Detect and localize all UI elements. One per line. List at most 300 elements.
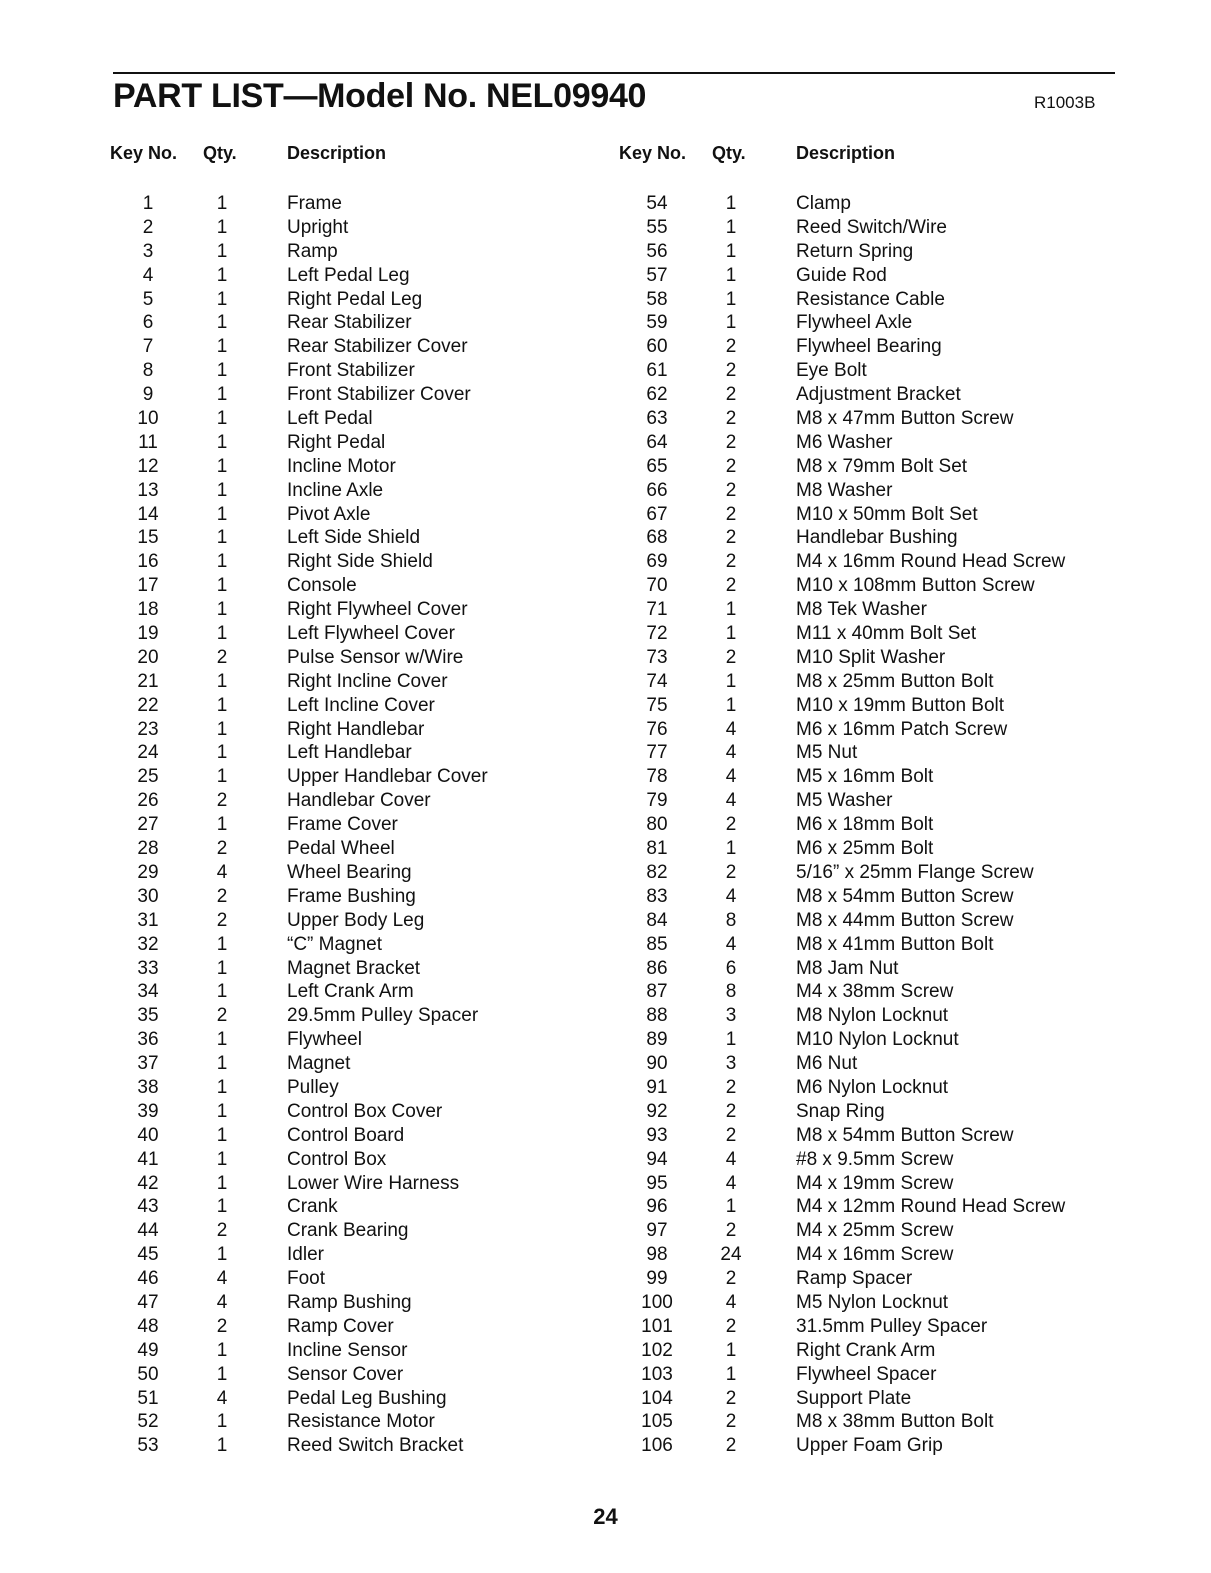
qty-cell: 6 [725,957,737,979]
key-no-cell: 27 [137,814,159,836]
description-cell: M8 Jam Nut [796,957,899,979]
key-no-cell: 9 [142,384,154,406]
qty-cell: 4 [216,1268,228,1290]
description-cell: Resistance Cable [796,288,945,310]
qty-cell: 1 [216,527,228,549]
description-cell: Lower Wire Harness [287,1172,460,1194]
qty-cell: 1 [216,193,228,214]
description-cell: M6 Nut [796,1053,858,1075]
description-cell: M10 Nylon Locknut [796,1029,959,1051]
key-no-cell: 92 [646,1100,668,1122]
description-header: Description [796,143,896,163]
qty-cell: 2 [725,384,737,406]
qty-cell: 1 [216,551,228,573]
qty-cell: 1 [216,455,228,477]
key-no-cell: 44 [137,1220,159,1242]
description-cell: M6 Washer [796,431,893,453]
key-no-cell: 71 [646,599,668,621]
description-cell: Flywheel Axle [796,312,913,334]
qty-cell: 1 [725,838,737,860]
key-no-cell: 94 [646,1148,668,1170]
description-cell: M8 x 79mm Bolt Set [796,455,968,477]
qty-cell: 1 [216,575,228,597]
description-cell: Handlebar Bushing [796,527,958,549]
key-no-cell: 65 [646,455,668,477]
key-no-cell: 21 [137,670,159,692]
description-cell: Magnet Bracket [287,957,421,979]
qty-cell: 24 [720,1244,742,1266]
qty-cell: 1 [216,1196,228,1218]
qty-cell: 2 [725,551,737,573]
key-no-cell: 39 [137,1100,159,1122]
key-no-cell: 67 [646,503,668,525]
description-cell: Upper Handlebar Cover [287,766,488,788]
qty-cell: 2 [725,861,737,883]
key-no-cell: 28 [137,838,159,860]
key-no-cell: 38 [137,1076,159,1098]
description-cell: M5 Washer [796,790,893,812]
description-cell: Left Crank Arm [287,981,414,1003]
qty-cell: 2 [725,1076,737,1098]
description-cell: Rear Stabilizer Cover [287,336,468,358]
key-no-cell: 8 [142,360,154,382]
qty-cell: 1 [216,718,228,740]
qty-cell: 2 [725,503,737,525]
description-cell: 5/16” x 25mm Flange Screw [796,861,1034,883]
qty-cell: 4 [216,1387,228,1409]
description-cell: Frame Cover [287,814,398,836]
description-cell: Ramp Cover [287,1315,394,1337]
key-no-cell: 87 [646,981,668,1003]
qty-cell: 1 [216,336,228,358]
qty-cell: 1 [216,1244,228,1266]
description-cell: M6 Nylon Locknut [796,1076,949,1098]
qty-cell: 4 [725,742,737,764]
qty-cell: 1 [216,599,228,621]
description-cell: M8 x 25mm Button Bolt [796,670,994,692]
qty-cell: 2 [725,1435,737,1457]
description-cell: M10 x 50mm Bolt Set [796,503,978,525]
key-no-cell: 43 [137,1196,159,1218]
key-no-cell: 41 [137,1148,159,1170]
key-no-cell: 70 [646,575,668,597]
description-cell: M8 Tek Washer [796,599,927,621]
qty-cell: 4 [216,861,228,883]
description-cell: Right Incline Cover [287,670,448,692]
description-cell: M4 x 16mm Round Head Screw [796,551,1066,573]
description-cell: Ramp [287,240,338,262]
description-cell: M6 x 18mm Bolt [796,814,934,836]
key-no-cell: 36 [137,1029,159,1051]
key-no-cell: 56 [646,240,668,262]
description-cell: M4 x 16mm Screw [796,1244,954,1266]
key-no-cell: 32 [137,933,159,955]
description-cell: M6 x 25mm Bolt [796,838,934,860]
key-no-cell: 4 [142,264,154,286]
description-header: Description [287,143,387,163]
key-no-cell: 101 [641,1315,673,1337]
description-cell: Pedal Leg Bushing [287,1387,447,1409]
description-cell: Right Pedal Leg [287,288,423,310]
description-cell: Crank [287,1196,338,1218]
qty-cell: 1 [216,766,228,788]
description-cell: Support Plate [796,1387,912,1409]
qty-cell: 1 [725,670,737,692]
key-no-cell: 19 [137,623,159,645]
description-cell: Ramp Bushing [287,1291,412,1313]
qty-cell: 1 [216,288,228,310]
qty-cell: 2 [216,1220,228,1242]
key-no-cell: 74 [646,670,668,692]
description-cell: M10 Split Washer [796,646,946,668]
description-cell: Front Stabilizer Cover [287,384,471,406]
description-cell: M4 x 19mm Screw [796,1172,954,1194]
qty-cell: 1 [725,288,737,310]
qty-cell: 1 [216,933,228,955]
qty-cell: 4 [725,718,737,740]
description-cell: M8 x 54mm Button Screw [796,1124,1014,1146]
key-no-cell: 45 [137,1244,159,1266]
key-no-cell: 35 [137,1005,159,1027]
description-cell: M11 x 40mm Bolt Set [796,623,977,645]
qty-cell: 2 [216,1315,228,1337]
qty-cell: 4 [725,1291,737,1313]
description-cell: Pedal Wheel [287,838,395,860]
key-no-cell: 63 [646,408,668,430]
key-no-cell: 99 [646,1268,668,1290]
key-no-cell: 33 [137,957,159,979]
key-no-cell: 104 [641,1387,673,1409]
description-cell: M8 x 44mm Button Screw [796,909,1014,931]
description-cell: Clamp [796,193,851,214]
key-no-cell: 52 [137,1411,159,1433]
key-no-cell: 2 [142,216,154,238]
key-no-cell: 79 [646,790,668,812]
description-cell: Return Spring [796,240,914,262]
qty-cell: 4 [725,933,737,955]
key-no-cell: 69 [646,551,668,573]
qty-cell: 1 [216,981,228,1003]
qty-cell: 2 [725,1220,737,1242]
description-cell: Eye Bolt [796,360,867,382]
key-no-cell: 60 [646,336,668,358]
description-cell: Pulse Sensor w/Wire [287,646,464,668]
description-cell: Reed Switch Bracket [287,1435,464,1457]
description-cell: M8 x 38mm Button Bolt [796,1411,994,1433]
description-cell: Right Crank Arm [796,1339,936,1361]
qty-cell: 1 [216,1053,228,1075]
key-no-cell: 47 [137,1291,159,1313]
qty-cell: 1 [216,1100,228,1122]
qty-cell: 2 [216,885,228,907]
qty-cell: 2 [725,1315,737,1337]
description-cell: Incline Motor [287,455,396,477]
description-cell: Pulley [287,1076,339,1098]
key-no-cell: 72 [646,623,668,645]
key-no-cell: 82 [646,861,668,883]
key-no-cell: 7 [142,336,154,358]
key-no-cell: 77 [646,742,668,764]
qty-cell: 2 [216,838,228,860]
key-no-cell: 51 [137,1387,159,1409]
key-no-cell: 59 [646,312,668,334]
key-no-cell: 5 [142,288,154,310]
description-cell: Upright [287,216,349,238]
key-no-cell: 88 [646,1005,668,1027]
qty-cell: 2 [216,1005,228,1027]
description-cell: Left Handlebar [287,742,412,764]
qty-cell: 2 [725,408,737,430]
qty-cell: 1 [725,623,737,645]
description-cell: Upper Body Leg [287,909,425,931]
qty-cell: 1 [725,1196,737,1218]
key-no-cell: 14 [137,503,159,525]
description-cell: M4 x 12mm Round Head Screw [796,1196,1066,1218]
key-no-cell: 40 [137,1124,159,1146]
qty-cell: 1 [216,694,228,716]
qty-cell: 1 [216,479,228,501]
qty-cell: 2 [216,909,228,931]
description-cell: Flywheel Bearing [796,336,942,358]
key-no-cell: 26 [137,790,159,812]
key-no-cell: 102 [641,1339,673,1361]
qty-cell: 4 [725,1172,737,1194]
description-cell: Guide Rod [796,264,887,286]
key-no-cell: 61 [646,360,668,382]
description-cell: M8 x 47mm Button Screw [796,408,1014,430]
qty-cell: 1 [725,264,737,286]
description-cell: Flywheel [287,1029,362,1051]
description-cell: M10 x 108mm Button Screw [796,575,1035,597]
qty-cell: 1 [725,193,737,214]
description-cell: #8 x 9.5mm Screw [796,1148,954,1170]
qty-cell: 1 [216,431,228,453]
description-cell: Foot [287,1268,326,1290]
description-cell: 31.5mm Pulley Spacer [796,1315,988,1337]
qty-cell: 2 [725,1268,737,1290]
key-no-cell: 98 [646,1244,668,1266]
qty-cell: 1 [216,1148,228,1170]
qty-cell: 2 [725,360,737,382]
key-no-cell: 15 [137,527,159,549]
description-cell: Rear Stabilizer [287,312,412,334]
description-cell: M8 x 54mm Button Screw [796,885,1014,907]
qty-cell: 3 [725,1053,737,1075]
description-cell: Left Pedal [287,408,373,430]
key-no-cell: 6 [142,312,154,334]
key-no-cell: 10 [137,408,159,430]
qty-cell: 1 [216,408,228,430]
qty-cell: 2 [725,575,737,597]
qty-cell: 1 [216,216,228,238]
qty-cell: 1 [216,1411,228,1433]
qty-cell: 4 [725,1148,737,1170]
qty-cell: 1 [725,694,737,716]
key-no-cell: 75 [646,694,668,716]
key-no-cell: 95 [646,1172,668,1194]
qty-cell: 1 [725,1029,737,1051]
key-no-cell: 25 [137,766,159,788]
key-no-cell: 16 [137,551,159,573]
description-cell: M8 x 41mm Button Bolt [796,933,994,955]
key-no-cell: 37 [137,1053,159,1075]
qty-cell: 1 [216,957,228,979]
key-no-cell: 17 [137,575,159,597]
key-no-cell: 62 [646,384,668,406]
header-rule [113,72,1115,74]
key-no-header: Key No. [110,143,178,163]
key-no-header: Key No. [619,143,687,163]
key-no-cell: 90 [646,1053,668,1075]
key-no-cell: 58 [646,288,668,310]
qty-cell: 1 [725,1363,737,1385]
description-cell: M6 x 16mm Patch Screw [796,718,1008,740]
qty-cell: 1 [216,384,228,406]
key-no-cell: 1 [142,193,154,214]
qty-cell: 1 [725,216,737,238]
qty-cell: 2 [725,527,737,549]
qty-cell: 1 [216,814,228,836]
description-cell: Left Pedal Leg [287,264,410,286]
qty-cell: 1 [216,312,228,334]
qty-cell: 1 [216,1435,228,1457]
description-cell: Control Box Cover [287,1100,443,1122]
qty-cell: 2 [725,431,737,453]
description-cell: Frame [287,193,342,214]
qty-cell: 1 [216,1029,228,1051]
description-cell: Wheel Bearing [287,861,412,883]
description-cell: Crank Bearing [287,1220,409,1242]
qty-cell: 2 [725,1387,737,1409]
key-no-cell: 68 [646,527,668,549]
description-cell: M4 x 25mm Screw [796,1220,954,1242]
description-cell: M4 x 38mm Screw [796,981,954,1003]
key-no-cell: 29 [137,861,159,883]
qty-cell: 8 [725,909,737,931]
key-no-cell: 96 [646,1196,668,1218]
qty-cell: 1 [216,1363,228,1385]
qty-cell: 1 [725,599,737,621]
key-no-cell: 20 [137,646,159,668]
page-title: PART LIST—Model No. NEL09940 [113,77,647,115]
qty-cell: 1 [216,264,228,286]
qty-header: Qty. [712,143,746,163]
key-no-cell: 91 [646,1076,668,1098]
qty-cell: 2 [725,1100,737,1122]
description-cell: Sensor Cover [287,1363,404,1385]
description-cell: Resistance Motor [287,1411,435,1433]
key-no-cell: 24 [137,742,159,764]
qty-cell: 4 [216,1291,228,1313]
key-no-cell: 100 [641,1291,673,1313]
description-cell: Incline Sensor [287,1339,408,1361]
key-no-cell: 12 [137,455,159,477]
qty-cell: 3 [725,1005,737,1027]
qty-cell: 2 [216,790,228,812]
qty-cell: 2 [725,336,737,358]
qty-cell: 4 [725,766,737,788]
qty-cell: 1 [216,670,228,692]
description-cell: Adjustment Bracket [796,384,961,406]
key-no-cell: 13 [137,479,159,501]
qty-cell: 2 [216,646,228,668]
description-cell: M5 Nut [796,742,858,764]
qty-cell: 2 [725,455,737,477]
description-cell: Right Pedal [287,431,386,453]
key-no-cell: 83 [646,885,668,907]
description-cell: Handlebar Cover [287,790,431,812]
key-no-cell: 30 [137,885,159,907]
description-cell: M10 x 19mm Button Bolt [796,694,1005,716]
description-cell: “C” Magnet [287,933,383,955]
key-no-cell: 80 [646,814,668,836]
key-no-cell: 86 [646,957,668,979]
qty-cell: 1 [216,1124,228,1146]
key-no-cell: 42 [137,1172,159,1194]
qty-cell: 8 [725,981,737,1003]
qty-cell: 1 [216,742,228,764]
key-no-cell: 49 [137,1339,159,1361]
description-cell: Snap Ring [796,1100,885,1122]
key-no-cell: 57 [646,264,668,286]
description-cell: Pivot Axle [287,503,371,525]
key-no-cell: 18 [137,599,159,621]
qty-cell: 1 [216,503,228,525]
qty-cell: 2 [725,1124,737,1146]
key-no-cell: 50 [137,1363,159,1385]
key-no-cell: 76 [646,718,668,740]
description-cell: Right Handlebar [287,718,425,740]
key-no-cell: 55 [646,216,668,238]
key-no-cell: 89 [646,1029,668,1051]
qty-cell: 1 [216,623,228,645]
qty-cell: 4 [725,790,737,812]
document-code: R1003B [1034,93,1096,112]
description-cell: Ramp Spacer [796,1268,913,1290]
description-cell: Left Flywheel Cover [287,623,455,645]
qty-cell: 1 [216,360,228,382]
key-no-cell: 11 [138,431,158,453]
description-cell: Incline Axle [287,479,384,501]
description-cell: Idler [287,1244,324,1266]
description-cell: Flywheel Spacer [796,1363,937,1385]
description-cell: Control Board [287,1124,405,1146]
description-cell: Upper Foam Grip [796,1435,943,1457]
qty-cell: 2 [725,814,737,836]
qty-cell: 1 [216,1076,228,1098]
qty-cell: 1 [725,240,737,262]
key-no-cell: 106 [641,1435,673,1457]
description-cell: Console [287,575,357,597]
key-no-cell: 66 [646,479,668,501]
qty-cell: 1 [725,1339,737,1361]
key-no-cell: 34 [137,981,159,1003]
key-no-cell: 3 [142,240,154,262]
key-no-cell: 78 [646,766,668,788]
description-cell: Magnet [287,1053,351,1075]
description-cell: Front Stabilizer [287,360,415,382]
description-cell: Control Box [287,1148,387,1170]
qty-cell: 1 [216,240,228,262]
key-no-cell: 103 [641,1363,673,1385]
key-no-cell: 85 [646,933,668,955]
qty-cell: 1 [216,1339,228,1361]
description-cell: Reed Switch/Wire [796,216,947,238]
qty-header: Qty. [203,143,237,163]
key-no-cell: 73 [646,646,668,668]
page-number: 24 [593,1504,618,1529]
key-no-cell: 105 [641,1411,673,1433]
